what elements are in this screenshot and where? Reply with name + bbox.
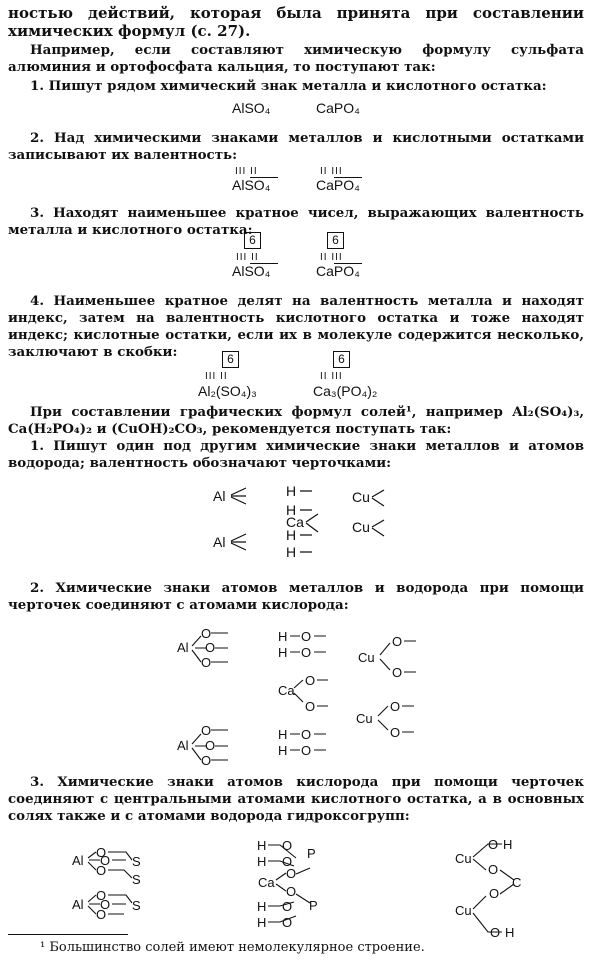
svg-text:H: H [257,899,267,914]
step-2: 2. Над химическими знаками металлов и кислотными остатками записывают их валентность: [8,130,584,163]
svg-text:Ca: Ca [278,683,295,698]
valence-al-so4: III II [235,166,258,177]
atom-cu-1: Cu [352,489,370,505]
svg-text:P: P [309,898,318,913]
svg-text:O: O [301,743,312,758]
atom-cu-2: Cu [352,519,370,535]
atom-al-2: Al [213,534,226,550]
svg-text:O: O [96,863,107,878]
svg-text:H: H [257,854,267,869]
lcm-box: 6 [222,351,239,368]
formula-ca3po42: Ca₃(PO₄)₂ [313,383,378,399]
valence-al-so4: III II [205,371,228,382]
svg-text:H: H [503,837,513,852]
step-4: 4. Наименьшее кратное делят на валентность металла и находят индекс, затем на валентность кислотного остатка и тоже находят индекс; кислотные остатки, если их в молекуле содержится несколько, заключают в скобки: [8,293,584,360]
svg-text:Ca: Ca [258,875,275,890]
svg-text:Al: Al [72,853,84,868]
lcm-box: 6 [327,232,344,249]
svg-text:O: O [205,640,216,655]
formula-caPO4-2: CaPO₄ [316,177,360,193]
paragraph-example: Например, если составляют химическую формулу сульфата алюминия и ортофосфата кальция, то поступают так: [8,42,584,75]
atom-h-2: H [286,502,297,518]
svg-text:O: O [286,884,297,899]
svg-text:Cu: Cu [455,851,472,866]
svg-text:O: O [205,738,216,753]
svg-text:O: O [301,727,312,742]
valence-ca-po4: II III [320,166,343,177]
svg-text:O: O [390,699,401,714]
formula-alSO4-3: AlSO₄ [232,263,271,279]
lcm-box: 6 [244,232,261,249]
atom-h-4: H [286,544,297,560]
svg-text:O: O [301,629,312,644]
svg-text:C: C [512,875,522,890]
svg-text:Al: Al [177,640,189,655]
svg-text:Cu: Cu [356,711,373,726]
svg-text:O: O [201,626,212,641]
atom-h-1: H [286,483,297,499]
step-3: 3. Находят наименьшее кратное чисел, выражающих валентность металла и кислотного остатка: [8,205,584,238]
svg-text:O: O [286,866,297,881]
svg-text:O: O [305,699,316,714]
svg-text:Cu: Cu [358,650,375,665]
svg-text:H: H [257,838,267,853]
formula-caPO4: CaPO₄ [316,100,360,116]
svg-text:O: O [282,854,293,869]
svg-text:H: H [278,743,288,758]
svg-text:H: H [278,645,288,660]
svg-text:O: O [282,838,293,853]
svg-text:O: O [489,886,500,901]
svg-text:O: O [392,665,403,680]
atom-h-3: H [286,527,297,543]
svg-text:P: P [307,846,316,861]
svg-text:O: O [390,725,401,740]
formula-alSO4-2: AlSO₄ [232,177,271,193]
svg-text:O: O [96,845,107,860]
formula-alSO4: AlSO₄ [232,100,271,116]
svg-text:O: O [305,673,316,688]
paragraph-intro: ностью действий, которая была принята при составлении химических формул (с. 27). [8,4,584,40]
valence-al-so4: III II [236,252,259,263]
svg-text:O: O [96,888,107,903]
formula-caPO4-3: CaPO₄ [316,263,360,279]
valence-ca-po4: II III [320,252,343,263]
formula-al2so43: Al₂(SO₄)₃ [198,383,257,399]
svg-text:H: H [505,925,515,940]
step-1: 1. Пишут рядом химический знак металла и кислотного остатка: [30,78,547,94]
svg-text:O: O [201,753,212,768]
svg-text:O: O [100,853,111,868]
svg-text:O: O [490,925,501,940]
svg-text:Al: Al [72,897,84,912]
svg-text:O: O [301,645,312,660]
svg-text:O: O [201,655,212,670]
svg-text:Cu: Cu [455,903,472,918]
svg-text:H: H [278,629,288,644]
svg-text:S: S [132,872,141,887]
footnote: ¹ Большинство солей имеют немолекулярное строение. [40,940,425,955]
svg-text:S: S [132,898,141,913]
graphic-step-2: 2. Химические знаки атомов металлов и водорода при помощи черточек соединяют с атомами кислорода: [8,580,584,613]
svg-text:H: H [257,915,267,930]
svg-text:O: O [282,899,293,914]
svg-text:H: H [278,727,288,742]
svg-text:O: O [201,723,212,738]
graphic-step-1: 1. Пишут один под другим химические знаки металлов и атомов водорода; валентность обозначают черточками: [8,438,584,471]
graphic-step-3: 3. Химические знаки атомов кислорода при помощи черточек соединяют с центральными атомами кислотного остатка, а в основных солях также и с атомами водорода гидроксогрупп: [8,774,584,824]
svg-text:O: O [96,907,107,922]
paragraph-graphic: При составлении графических формул солей¹, например Al₂(SO₄)₃, Ca(H₂PO₄)₂ и (CuOH)₂CO₃, рекомендуется поступать так: [8,404,584,437]
svg-text:O: O [488,862,499,877]
atom-ca: Ca [286,514,304,530]
svg-text:Al: Al [177,738,189,753]
svg-text:S: S [132,854,141,869]
svg-text:O: O [282,915,293,930]
svg-text:O: O [392,634,403,649]
atom-al-1: Al [213,488,226,504]
svg-text:O: O [488,837,499,852]
footnote-rule [8,934,128,935]
lcm-box: 6 [333,351,350,368]
svg-text:O: O [100,897,111,912]
valence-ca-po4: II III [320,371,343,382]
